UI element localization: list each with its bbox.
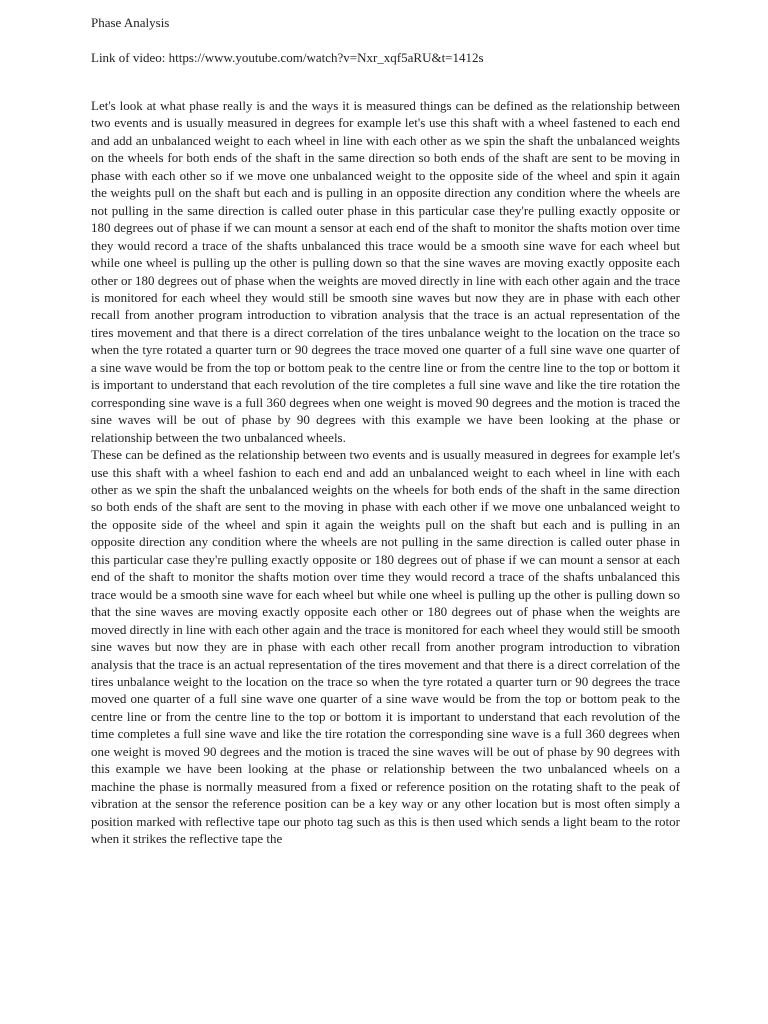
document-page (91, 14, 680, 1014)
transcript-body: Let's look at what phase really is and the ways it is measured things can be defined as the relationship between two events and is usually measured in degrees for example let's use this shaft with a wheel fastened to each end and add an unbalanced weight to each wheel in line with each other as we spin the shaft the unbalanced weights on the wheels for both ends of the shaft in the same direction so both ends of the shaft are sent to be moving in phase with each other so if we move one unbalanced weight to the opposite side of the wheel and spin it again the weights pull on the shaft but each and is pulling in an opposite direction any condition where the wheels are not pulling in the same direction is called outer phase in this particular case they're pulling exactly opposite or 180 degrees out of phase if we can mount a sensor at each end of the shaft to monitor the shafts motion over time they would record a trace of the shafts unbalanced this trace would be a smooth sine wave for each wheel but while one wheel is pulling up the other is pulling down so that the sine waves are moving exactly opposite each other or 180 degrees out of phase when the weights are moved directly in line with each other again and the trace is monitored for each wheel they would still be smooth sine waves but now they are in phase with each other recall from another program introduction to vibration analysis that the trace is an actual representation of the tires movement and that there is a direct correlation of the tires unbalance weight to the location on the trace so when the tyre rotated a quarter turn or 90 degrees the trace moved one quarter of a full sine wave one quarter of a sine wave would be from the top or bottom peak to the centre line or from the centre line to the top or bottom it is important to understand that each revolution of the tire completes a full sine wave and like the tire rotation the corresponding sine wave is a full 360 degrees when one weight is moved 90 degrees and the motion is traced the sine waves will be out of phase by 90 degrees with this example we have been looking at the phase or relationship between the two unbalanced wheels. These can be defined as the relationship between two events and is usually measured in degrees for example let's use this shaft with a wheel fashion to each end and add an unbalanced weight to each wheel in line with each other as we spin the shaft the unbalanced weights on the wheels for both ends of the shaft in the same direction so both ends of the shaft are sent to the moving in phase with each other if we move one unbalanced weight to the opposite side of the wheel and spin it again the weights pull on the shaft but each and is pulling in an opposite direction any condition where the wheels are not pulling in the same direction is called outer phase in this particular case they're pulling exactly opposite or 180 degrees out of phase if we can mount a sensor at each end of the shaft to monitor the shafts motion over time they would record a trace of the shafts unbalanced this trace would be a smooth sine wave for each wheel but while one wheel is pulling up the other is pulling down so that the sine waves are moving exactly opposite each other or 180 degrees out of phase when the weights are moved directly in line with each other again and the trace is monitored for each wheel they would still be smooth sine waves but now they are in phase with each other recall from another program introduction to vibration analysis that the trace is an actual representation of the tires movement and that there is a direct correlation of the tires unbalance weight to the location on the trace so when the tyre rotated a quarter turn or 90 degrees the trace moved one quarter of a full sine wave one quarter of a sine wave would be from the top or bottom peak to the centre line or from the centre line to the top or bottom it is important to understand that each revolution of the time completes a full sine wave and like the tire rotation the corresponding sine wave is a full 360 degrees when one weight is moved 90 degrees and the motion is traced the sine waves will be out of phase by 90 degrees with this example we have been looking at the phase or relationship between the two unbalanced wheels on a machine the phase is normally measured from a fixed or reference position on the rotating shaft to the peak of vibration at the sensor the reference position can be a key way or any other location but is most often simply a position marked with reflective tape our photo tag such as this is then used which sends a light beam to the rotor when it strikes the reflective tape the (91, 98, 680, 847)
document-title: Phase Analysis (91, 15, 170, 30)
video-link-line: Link of video: https://www.youtube.com/watch?v=Nxr_xqf5aRU&t=1412s (91, 50, 484, 65)
